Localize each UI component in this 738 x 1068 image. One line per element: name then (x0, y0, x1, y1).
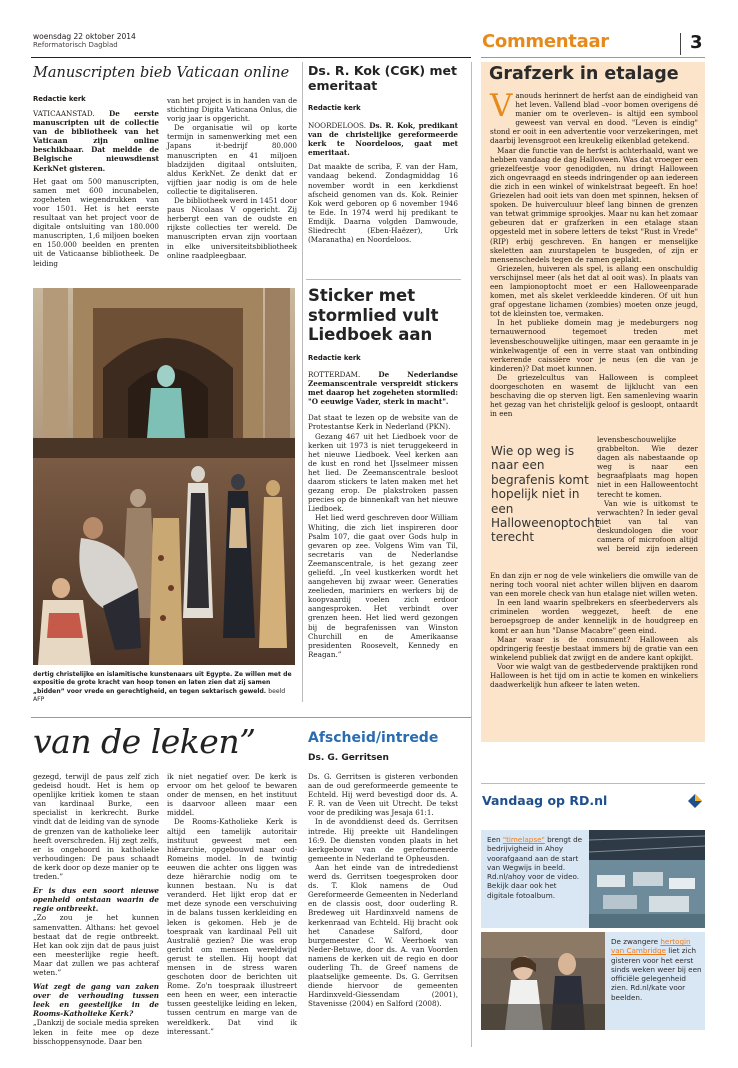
manuscripts-paragraph: De organisatie wil op korte termijn in samenwerking met een Japans it-bedrijf 80.000 manuscripten en 41 miljoen bladzijden digitaal ontsluiten, aldus KerkNet. Ze denkt dat er vijftien jaar nodig is om de hele collectie te digitaliseren. (167, 123, 297, 196)
leken-question: Wat zegt de gang van zaken over de verhouding tussen leek en geestelijke in de Rooms-Katholieke Kerk? (33, 982, 159, 1019)
commentaar-paragraph: Maar die functie van de herfst is achterhaald, want we hebben vandaag de dag Halloween. Was dat vroeger een griezelfeestje voor genodigden, nu dringt Halloween zich ongevraagd en steeds indringender op aan iedereen die zich in een winkel of winkelstraat begeeft. En hoe! Griezelen had ooit iets van doen met spinnen, heksen of spoken. De huiverculuur bleef lang binnen de grenzen van tetwat grimmige sprookjes. Maar nu kan het zomaar gebeuren dat er grafzerken in een etalage staan opgesteld met in sobere letters de tekst "Rust in Vrede" (RIP) erbij geschreven. En hangen er menselijke skeletten aan zuurstapelen te busgeden, of zijn er mensenschedels tegen de ramen geplakt. (490, 145, 698, 264)
commentaar-paragraph: Van wie is uitkomst te verwachten? In ieder geval niet van tal van deskundologen die voor camera of microfoon altijd wel bereid zijn iedereen (597, 498, 698, 554)
commentaar-body-top (490, 88, 698, 419)
kok-title: Ds. R. Kok (CGK) met emeritaat (308, 63, 457, 93)
kok-paragraph: Dat maakte de scriba, F. van der Ham, vandaag bekend. Zondagmiddag 16 november wordt in een kerkdienst afscheid genomen van ds. Kok. Reinier Kok werd geboren op 6 november 1946 te Ede. In 1974 werd hij predikant te Emdijk. Daarna volgden Damwoude, Sliedrecht (Eben-Haëzer), Urk (Maranatha) en Noordeloos. (308, 162, 458, 245)
commentaar-title: Grafzerk in etalage (489, 64, 679, 84)
commentaar-body-bottom (490, 571, 698, 689)
leken-paragraph: ik niet negatief over. De kerk is ervoor om het geloof te bewaren onder de mensen, en het instituut is daarvoor alleen maar een middel. (167, 772, 297, 818)
commentaar-dropcap: V (490, 88, 513, 124)
horizontal-rule (31, 717, 471, 718)
commentaar-paragraph: En dan zijn er nog de vele winkeliers die omwille van de nering toch vooral niet achter willen blijven en daarom van een morele check van hun etalage niet willen weten. (490, 571, 698, 599)
leken-col1 (33, 772, 159, 1046)
column-rule (302, 62, 303, 702)
commentaar-paragraph: Maar waar is de consument? Halloween als opdringerig feestje bestaat immers bij de gratie van een winkelend publiek dat zwijgt en de andere kant opkijkt. (490, 634, 698, 662)
sticker-paragraph: Dat staat te lezen op de website van de Protestantse Kerk in Nederland (PKN). (308, 413, 458, 432)
rd-title: Vandaag op RD.nl (482, 793, 608, 808)
afscheid-kicker: Afscheid/intrede (308, 730, 439, 746)
leken-paragraph: „Dankzij de sociale media spreken leken in feite mee op deze bisschoppensynode. Daar ben (33, 1018, 159, 1046)
kok-body (308, 121, 458, 244)
masthead-date: woensdag 22 oktober 2014 (33, 32, 136, 41)
commentaar-paragraph: In het publieke domein mag je medeburgers nog ternauwernood tegemoet treden met levensbeschouwelijke uitingen, maar een geraamte in je winkelwagentje of een in verre staat van ontbinding verkerende caissière voor je neus (en die van je kinderen)? Dat moet kunnen. (490, 318, 698, 373)
rd-box-1-text (487, 835, 584, 900)
rd-box-1-body: brengt de bedrijvigheid in Ahoy voorafgaand aan de start van Wegwijs in beeld. Rd.nl/ahoy voor de video. Bekijk daar ook het digitale fotoalbum. (487, 835, 583, 900)
commentaar-paragraph: De griezelcultus van Halloween is compleet doorgeschoten en wasemt de lijklucht van een beschaving die op sterven ligt. Een samenleving waarin het gezag van het christelijk geloof is gesloopt, ontaardt in een (490, 372, 698, 419)
leken-paragraph: „Zo zou je het kunnen samenvatten. Althans: het gevoel bestaat dat de regie ontbreekt. Het kan ook zijn dat de paus juist een meesterlijke regie heeft. Maar dat zullen we pas achteraf weten.” (33, 913, 159, 977)
manuscripts-paragraph: Het gaat om 500 manuscripten, samen met 600 incunabelen, zogeheten wiegendrukken van voor 1501. Het is het eerste resultaat van het project voor de digitale ontsluiting van 180.000 manuscripten, 1,6 miljoen boeken en 150.000 beelden en prenten uit de Vaticaanse bibliotheek. De leiding (33, 176, 159, 268)
afscheid-name: Ds. G. Gerritsen (308, 753, 389, 763)
sticker-lead: De Nederlandse Zeemanscentrale verspreidt stickers met daarop het zogeheten stormlied: "O eeuwige Vader, sterk in macht". (308, 370, 458, 407)
commentaar-paragraph: Voor wie walgt van de gestbedervende praktijken rond Halloween is het tijd om in actie te komen en winkeliers daadwerkelijk hun afkeer te laten weten. (490, 661, 698, 690)
page-number-divider (680, 33, 681, 55)
rd-top-rule (481, 783, 705, 784)
masthead-rule (31, 57, 471, 58)
commentaar-paragraph: In een land waarin spelbrekers en sfeerbedervers als criminelen worden weggezet, heeft de ene beroepsgroep de ander kennelijk in de houdgreep en komt er aan hun "Danse Macabre" geen eind. (490, 598, 698, 635)
sticker-paragraph: Gezang 467 uit het Liedboek voor de kerken uit 1973 is niet teruggekeerd in het nieuwe Liedboek. Veel kerken aan de kust en rond het IJsselmeer missen het lied. De Zeemanscentrale besloot daarom stickers te laten maken met het gezang erop. De plakstroken passen precies op de binnenkaft van het nieuwe Liedboek. (308, 431, 458, 514)
sticker-byline: Redactie kerk (308, 354, 361, 362)
rd-box-1-link[interactable]: "timelapse" (502, 835, 545, 844)
leken-question: Er is dus een soort nieuwe openheid ontstaan waarin de regie ontbreekt. (33, 886, 159, 914)
afscheid-paragraph: Aan het einde van de intrededienst werd ds. Gerritsen toegesproken door ds. T. Klok namens de Oud Gereformeerde Gemeenten in Nederland en de classis oost, door ouderling R. Bredeweg uit Hardinxveld namens de kerkenraad van Echteld. Hij bracht ook het Canadese Salford, door burgemeester C. W. Veerhoek van Neder-Betuwe, door ds. A. van Voorden namens de kerken uit de regio en door ouderling Th. de Greef namens de plaatselijke gemeente. Ds. G. Gerritsen diende hiervoor de gemeenten Hardinxveld-Giessendam (2001), Stavenisse (2004) en Salford (2008). (308, 862, 458, 1009)
sticker-paragraph: Het lied werd geschreven door William Whiting, die zich liet inspireren door Psalm 107, die gaat over Gods hulp in gevaren op zee. Volgens Wim van Til, secretaris van de Nederlandse Zeemanscentrale, is het gezang zeer geliefd. „In veel kustkerken wordt het aangeheven bij zwaar weer. Generaties zeelieden, mariniers en werkers bij de koopvaardij voelen zich erdoor aangesproken. Het verbindt over grenzen heen. Het lied werd gezongen bij de begrafenissen van Winston Churchill en de Amerikaanse presidenten Roosevelt, Kennedy en Reagan.” (308, 513, 458, 659)
manuscripts-lead: De eerste manuscripten uit de collectie van de bibliotheek van het Vaticaan zijn online beschikbaar. Dat meldde de Belgische nieuwsdienst KerkNet gisteren. (33, 109, 159, 173)
rd-box-2-pre: De zwangere (611, 937, 661, 946)
commentaar-body-side (597, 435, 698, 554)
commentaar-paragraph: Griezelen, huiveren als spel, is allang een onschuldig verschijnsel meer (als het dat al ooit was). In plaats van een lampionoptocht moet er een Halloweenparade komen, met als skelet verkleedde kinderen. Of uit hun graf opgestane lichamen (zombies) moeten onze jeugd, tot de kleinsten toe, vermaken. (490, 263, 698, 319)
manuscripts-paragraph: De bibliotheek werd in 1451 door paus Nicolaas V opgericht. Zij herbergt een van de oudste en rijkste collecties ter wereld. De manuscripten ervan zijn voortaan in elke universiteitsbibliotheek online raadpleegbaar. (167, 196, 297, 260)
commentaar-pullquote-text: Wie op weg is naar een begrafenis komt hopelijk niet in een Halloweenoptocht terecht (491, 444, 600, 545)
afscheid-paragraph: Ds. G. Gerritsen is gisteren verbonden aan de oud gereformeerde gemeente te Echteld. Hij werd bevestigd door ds. A. F. R. van de Veen uit Utrecht. De tekst voor de prediking was Jesaja 61:1. (308, 772, 458, 818)
masthead-paper: Reformatorisch Dagblad (33, 41, 118, 49)
sticker-dateline: ROTTERDAM. (308, 370, 361, 379)
manuscripts-paragraph: van het project is in handen van de stichting Digita Vaticana Onlus, die vorig jaar is opgericht. (167, 96, 297, 124)
manuscripts-col1 (33, 109, 159, 268)
exhibition-photo-image (33, 288, 295, 665)
kok-rule (306, 279, 461, 280)
rd-box-2-link[interactable]: hertogin van Cambridge (611, 937, 691, 956)
sticker-body (308, 370, 458, 659)
afscheid-paragraph: In de avonddienst deed ds. Gerritsen intrede. Hij preekte uit Handelingen 16:9. De diensten vonden plaats in het kerkgebouw van de gereformeerde gemeente in Nederland te Opheusden. (308, 817, 458, 863)
commentaar-paragraph: levensbeschouwelijke grabbelton. Wie dezer dagen als nabestaande op weg is naar een begraafplaats mag hopen niet in een Halloweentocht terecht te komen. (597, 435, 698, 499)
sticker-title: Sticker met stormlied vult Liedboek aan (308, 286, 439, 344)
kok-dateline: NOORDELOOS. (308, 121, 367, 130)
rd-logo-icon (686, 792, 704, 810)
page-number: 3 (690, 32, 703, 53)
rd-box-2-body: liet zich gisteren voor het eerst sinds weken weer bij een officiële gelegenheid zien. Rd.nl/kate voor beelden. (611, 946, 702, 1002)
exhibition-photo (33, 288, 295, 665)
manuscripts-byline: Redactie kerk (33, 95, 86, 103)
rd-box-1-pre: Een (487, 835, 503, 844)
section-label: Commentaar (482, 31, 609, 52)
ahoy-photo[interactable] (589, 830, 705, 928)
leken-paragraph: gezegd, terwijl de paus zelf zich gedeisd houdt. Het is hem op openlijke kritiek komen te staan van kardinaal Burke, een specialist in kerkrecht. Burke vindt dat de leiding van de synode de grenzen van de katholieke leer heeft overschreden. Hij zegt zelfs, er is ongehoord in katholieke verhoudingen: De paus schaadt de kerk door op deze manier op te treden.” (33, 772, 159, 882)
manuscripts-dateline: VATICAANSTAD. (33, 109, 95, 118)
kok-lead: Ds. R. Kok, predikant van de christelijke gereformeerde kerk te Noordeloos, gaat met emeritaat. (308, 121, 458, 158)
leken-title: van de leken” (33, 722, 256, 761)
kok-byline: Redactie kerk (308, 104, 361, 112)
section-rule (481, 57, 705, 58)
photo-caption (33, 671, 296, 705)
photo-credit: beeld AFP (33, 687, 286, 704)
commentaar-pullquote (491, 444, 600, 545)
afscheid-body (308, 772, 458, 1008)
kate-photo[interactable] (481, 932, 605, 1030)
leken-paragraph: De Rooms-Katholieke Kerk is altijd een tamelijk autoritair instituut geweest met een hiërarchie, opgebouwd naar oud-Romeins model. In de twintig eeuwen die achter ons liggen was deze hiërarchie nodig om te kunnen bestaan. Nu is dat veranderd. Het lijkt erop dat er met deze synode een verschuiving in de balans tussen kerkleiding en leken is gekomen. Heb je de toespraak van kardinaal Pell uit Australië gezien? Die was erop gericht om mensen wereldwijd gerust te stellen. Hij hoopt dat mensen in de stress waren geschoten door de berichten uit Rome. Zo'n toespraak illustreert een heen en weer, een interactie tussen geestelijke leiding en leken, tussen centrum en marge van de wereldkerk. Dat vind ik interessant.” (167, 817, 297, 1036)
photo-caption-text: dertig christelijke en islamitische kunstenaars uit Egypte. Ze willen met de expositie de grote kracht van hoop tonen en laten zien dat zij samen „bidden” voor vrede en gerechtigheid, en tegen sektarisch geweld. (33, 671, 292, 695)
manuscripts-title: Manuscripten bieb Vaticaan online (33, 65, 290, 81)
commentaar-paragraph: anouds herinnert de herfst aan de eindigheid van het leven. Vallend blad –voor bomen overigens dé manier om te overleven– is altijd een symbool geweest van verval en dood. "Leven is eindig" stond er ooit in een advertentie voor verzekeringen, met daarbij levensgroot een kreukelig eikenblad getekend. (490, 91, 698, 146)
leken-col2 (167, 772, 297, 1036)
rd-box-2-text (611, 937, 703, 1002)
manuscripts-col2 (167, 96, 297, 260)
main-column-rule (471, 62, 472, 1047)
